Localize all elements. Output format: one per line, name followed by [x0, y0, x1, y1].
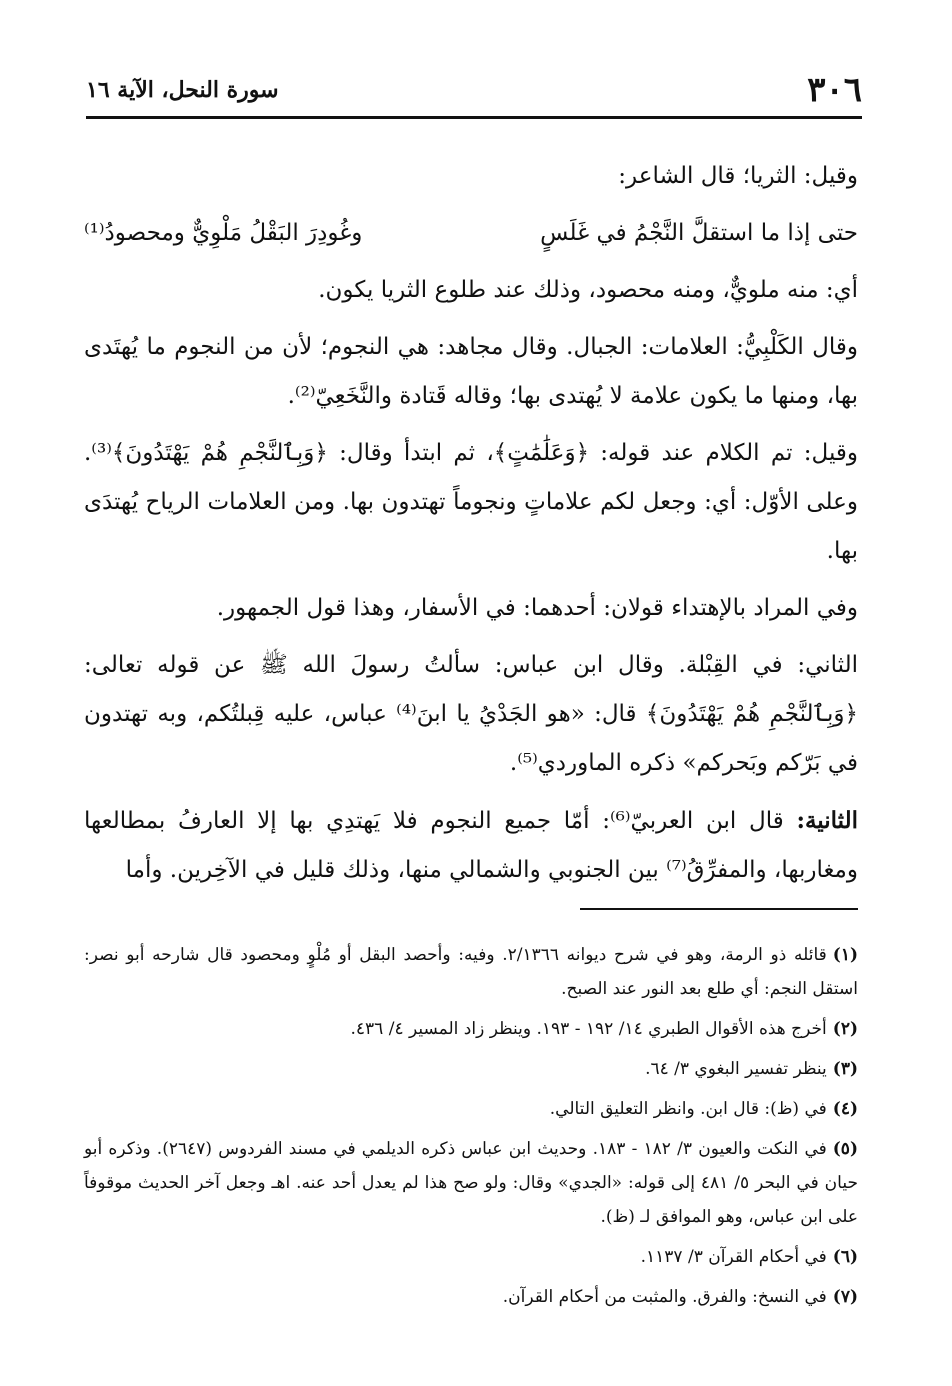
paragraph: وقال الكَلْبِيُّ: العلامات: الجبال. وقال مجاهد: هي النجوم؛ لأن من النجوم ما يُهتَدى بها، ومنها ما يكون علامة لا يُهتدى بها؛ وقاله قَتادة والنَّخَعِيّ⁽²⁾.: [84, 334, 858, 409]
poetry-verse: [84, 209, 858, 258]
footnote-text: قائله ذو الرمة، وهو في شرح ديوانه ٢/١٣٦٦. وفيه: وأحصد البقل أو مُلْوٍ ومحصود قال شارحه أبو نصر: استقل النجم: أي طلع بعد النور عند الصبح.: [84, 945, 858, 999]
paragraph-text: قال ابن العربيّ⁽⁶⁾: أمّا جميع النجوم فلا يَهتدِي بها إلا العارفُ بمطالعها ومغاربها، والمفرِّقُ⁽⁷⁾ بين الجنوبي والشمالي منها، وذلك قليل في الآخِرين. وأما: [84, 808, 858, 883]
footnote-rule: [580, 908, 858, 910]
footnote: [84, 1280, 858, 1314]
footnote-number: (٢): [832, 1019, 858, 1039]
section-lead: الثانية:: [796, 807, 858, 834]
footnote: [84, 1132, 858, 1234]
footnote-number: (٤): [832, 1099, 858, 1119]
verse-first-hemistich: حتى إذا ما استقلَّ النَّجْمُ في غَلَسٍ: [540, 220, 858, 246]
header-rule: [86, 116, 862, 119]
footnote-text: في النكت والعيون ٣/ ١٨٢ - ١٨٣. وحديث ابن عباس ذكره الديلمي في مسند الفردوس (٢٦٤٧). وذكره أبو حيان في البحر ٥/ ٤٨١ إلى قوله: «الجدي» وقال: ولو صح هذا لم يعدل أحد عنه. اهـ وجعل آخر الحديث موقوفاً على ابن عباس، وهو الموافق لـ (ظ).: [84, 1139, 858, 1227]
running-title: سورة النحل، الآية ١٦: [86, 77, 279, 103]
paragraph: وفي المراد بالإهتداء قولان: أحدهما: في الأسفار، وهذا قول الجمهور.: [216, 595, 858, 621]
footnote-number: (٧): [832, 1287, 858, 1307]
paragraph: أي: منه ملويٌّ، ومنه محصود، وذلك عند طلوع الثريا يكون.: [318, 277, 858, 303]
footnote-text: في النسخ: والفرق. والمثبت من أحكام القرآن.: [502, 1287, 827, 1307]
footnote-text: في أحكام القرآن ٣/ ١١٣٧.: [640, 1247, 827, 1267]
footnote: [84, 1092, 858, 1126]
footnote-text: ينظر تفسير البغوي ٣/ ٦٤.: [645, 1059, 827, 1079]
footnote: [84, 938, 858, 1006]
main-text: [84, 152, 858, 903]
footnote: [84, 1052, 858, 1086]
footnote-number: (٥): [832, 1139, 858, 1159]
paragraph: الثاني: في القِبْلة. وقال ابن عباس: سألتُ رسولَ الله ﷺ عن قوله تعالى: ﴿وَبِٱلنَّجْمِ هُمْ يَهْتَدُونَ﴾ قال: «هو الجَدْيُ يا ابنَ⁽⁴⁾ عباس، عليه قِبلتُكم، وبه تهتدون في بَرّكم وبَحركم» ذكره الماوردي⁽⁵⁾.: [84, 652, 859, 776]
paragraph: وقيل: تم الكلام عند قوله: ﴿وَعَلَٰمَٰتٍ﴾، ثم ابتدأ وقال: ﴿وَبِٱلنَّجْمِ هُمْ يَهْتَدُونَ﴾⁽³⁾. وعلى الأوّل: أي: وجعل لكم علاماتٍ ونجوماً تهتدون بها. ومن العلامات الرياح يُهتدَى بها.: [84, 440, 858, 564]
footnote-number: (٦): [832, 1247, 858, 1267]
footnote-number: (١): [832, 945, 858, 965]
verse-second-hemistich: وغُودِرَ البَقْلُ مَلْوِيٌّ ومحصودُ⁽¹⁾: [84, 220, 363, 246]
page-number: ٣٠٦: [807, 70, 862, 110]
footnote: [84, 1012, 858, 1046]
page-header: [86, 64, 862, 116]
footnote: [84, 1240, 858, 1274]
footnotes: [84, 938, 858, 1320]
footnote-text: في (ظ): قال ابن. وانظر التعليق التالي.: [549, 1099, 827, 1119]
footnote-text: أخرج هذه الأقوال الطبري ١٤/ ١٩٢ - ١٩٣. وينظر زاد المسير ٤/ ٤٣٦.: [350, 1019, 827, 1039]
paragraph: [84, 796, 858, 895]
footnote-number: (٣): [832, 1059, 858, 1079]
paragraph: وقيل: الثريا؛ قال الشاعر:: [618, 163, 858, 189]
